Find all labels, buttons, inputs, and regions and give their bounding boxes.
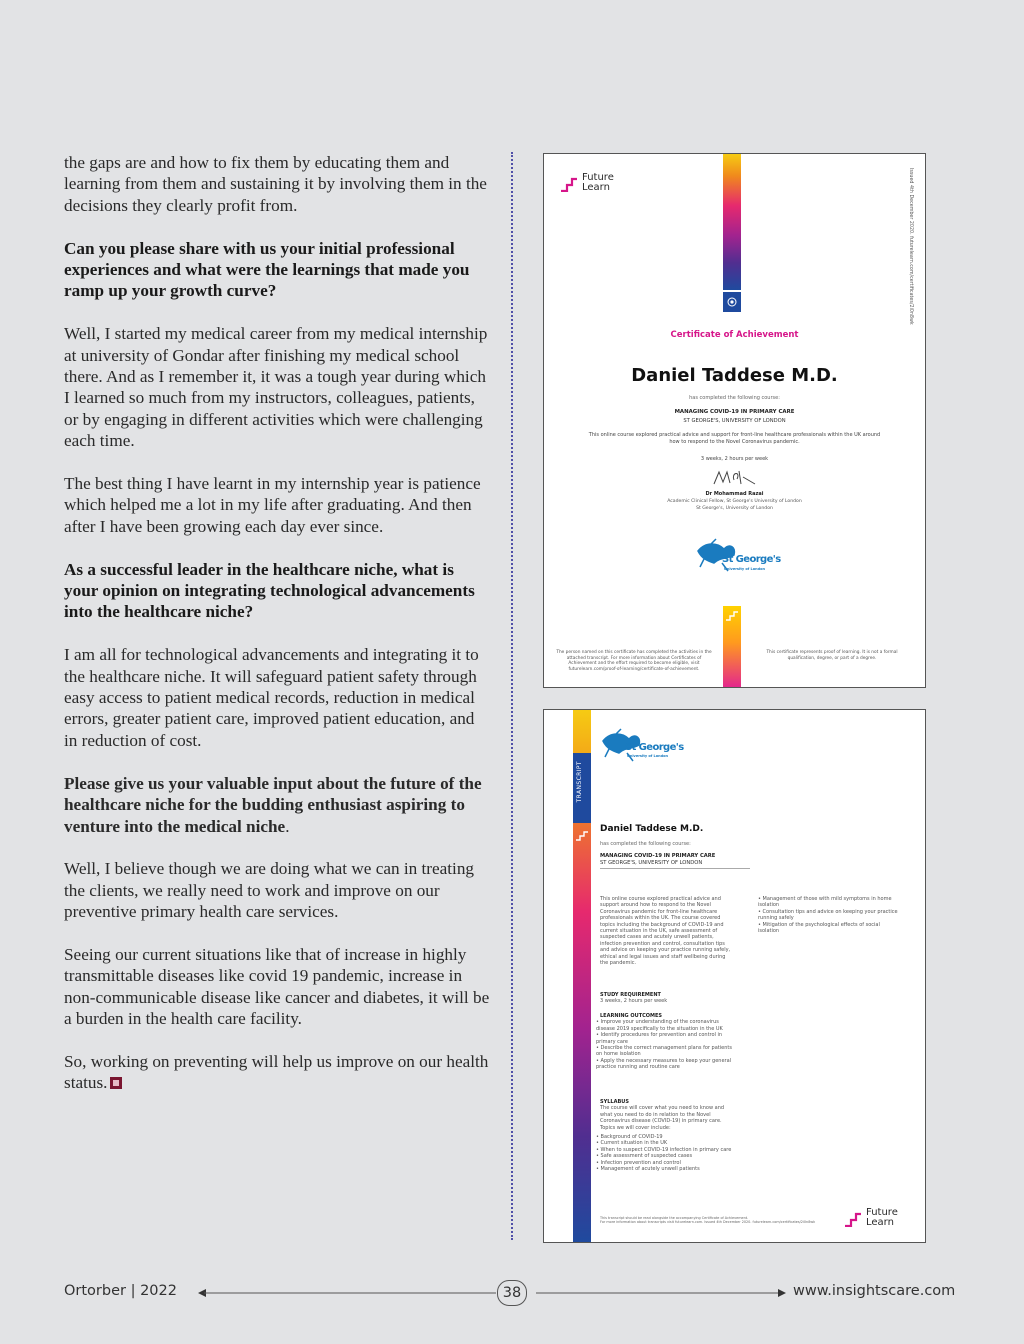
transcript-course: MANAGING COVID-19 IN PRIMARY CARE: [600, 853, 716, 859]
syllabus-section: [596, 1099, 736, 1172]
list-item: • Safe assessment of suspected cases: [596, 1153, 693, 1160]
list-item: • Describe the correct management plans for patients on home isolation: [596, 1045, 732, 1058]
signature-image: [711, 467, 761, 489]
study-requirement: 3 weeks, 2 hours per week: [600, 998, 668, 1005]
course-duration: 3 weeks, 2 hours per week: [700, 456, 769, 462]
syllabus-list: [596, 1134, 736, 1172]
column-divider: [511, 152, 513, 1240]
list-item: • When to suspect COVID-19 infection in primary care: [596, 1146, 732, 1153]
interview-question: As a successful leader in the healthcare niche, what is your opinion on integrating technological advancements into the healthcare niche?: [64, 559, 475, 622]
transcript-description: This online course explored practical advice and support around how to respond to the Novel Coronavirus pandemic for front-line healthcare professionals within the UK. The course covered topics including the background of COVID-19 and current situation in the UK, safe assessment of suspected cases and acutely unwell patients, infection prevention and control, consultation tips and advice on keeping your practice running safely, ethical and legal issues and staff wellbeing during the pandemic.: [600, 896, 731, 967]
transcript-completed-text: has completed the following course:: [600, 841, 691, 847]
certificate-side-text: Issued 4th December 2020. futurelearn.com/certificates/2i0n8wk: [908, 168, 913, 325]
arrow-right-icon: [536, 1288, 788, 1298]
question-tail: .: [285, 816, 290, 836]
list-item: • Improve your understanding of the coronavirus disease 2019 specifically to the situation in the UK: [596, 1019, 723, 1032]
certificate-gradient-band: [723, 154, 741, 290]
transcript-name: Daniel Taddese M.D.: [600, 824, 704, 834]
section-title: LEARNING OUTCOMES: [600, 1013, 663, 1019]
article-paragraph: So, working on preventing will help us improve on our health status.: [64, 1051, 489, 1093]
list-item: • Mitigation of the psychological effects of social isolation: [758, 921, 880, 935]
transcript-university: ST GEORGE'S, UNIVERSITY OF LONDON: [600, 860, 703, 866]
article-body: [64, 152, 492, 1115]
website-url: www.insightscare.com: [793, 1283, 956, 1299]
list-item: • Background of COVID-19: [596, 1134, 663, 1141]
syllabus-intro: The course will cover what you need to know and what you need to do in relation to the Novel Coronavirus disease (COVID-19) in primary care. Topics we will cover include:: [600, 1105, 725, 1131]
article-paragraph: the gaps are and how to fix them by educating them and learning from them and sustaining it by involving them in the decisions they clearly profit from.: [64, 153, 487, 215]
st-georges-logo: [694, 537, 781, 577]
steps-icon: [725, 609, 739, 621]
article-paragraph: Well, I started my medical career from my medical internship at university of Gondar after finishing my medical school there. And as I remember it, it was a tough year during which I learned so much from my instructors, colleagues, patients, or by engaging in different activities which were challenging each time.: [64, 324, 488, 451]
signatory-name: Dr Mohammad Razai: [705, 491, 764, 497]
list-item: • Infection prevention and control: [596, 1159, 681, 1166]
certificate-of-achievement: [543, 153, 926, 688]
list-item: • Management of those with mild symptoms in home isolation: [758, 896, 892, 909]
interview-question: Can you please share with us your initial professional experiences and what were the learnings that made you ramp up your growth curve?: [64, 238, 470, 301]
futurelearn-mark-icon: [844, 1211, 862, 1227]
list-item: • Consultation tips and advice on keeping your practice running safely: [758, 908, 898, 922]
certificate-footer-right: This certificate represents proof of learning. It is not a formal qualification, degree, or part of a degree.: [766, 650, 898, 661]
transcript-footnote: [600, 1216, 840, 1225]
list-item: • Management of acutely unwell patients: [596, 1166, 700, 1173]
section-title: STUDY REQUIREMENT: [600, 992, 661, 998]
article-paragraph: Seeing our current situations like that of increase in highly transmittable diseases like covid 19 pandemic, increase in non-communicable disease like cancer and diabetes, it will be a burden in the health care facility.: [64, 944, 490, 1029]
st-georges-logo: [599, 727, 684, 767]
page-footer: [0, 1280, 1024, 1306]
list-item: • Current situation in the UK: [596, 1140, 668, 1147]
footnote-line: This transcript should be read alongside the accompanying Certificate of Achievement.: [600, 1216, 749, 1220]
futurelearn-logo: [560, 173, 614, 193]
study-requirement-section: [600, 992, 735, 1005]
interview-question: Please give us your valuable input about the future of the healthcare niche for the budding enthusiast aspiring to venture into the medical niche: [64, 773, 482, 836]
article-paragraph: I am all for technological advancements and integrating it to the healthcare niche. It will safeguard patient safety through easy access to patient medical records, reduction in medical errors, greater patient care, improved patient education, and in reduction of cost.: [64, 645, 479, 750]
article-final-paragraph: [64, 1051, 492, 1094]
steps-icon: [575, 829, 589, 841]
course-description: This online course explored practical advice and support for front-line healthcare professionals within the UK around how to respond to the Novel Coronavirus pandemic.: [588, 432, 881, 446]
certificate-heading: Certificate of Achievement: [670, 330, 799, 340]
interview-question-wrapper: [64, 773, 492, 837]
transcript-underline: [600, 868, 750, 869]
issue-date: Ortorber | 2022: [64, 1283, 177, 1299]
list-item: • Apply the necessary measures to keep your general practice running and routine care: [596, 1057, 732, 1071]
futurelearn-mark-icon: [560, 176, 578, 192]
footnote-line: For more information about transcripts visit futurelearn.com. Issued 4th December 2020. futurelearn.com/certificates/2i0n8wk: [600, 1220, 816, 1225]
transcript-right-bullets: [758, 896, 898, 934]
ribbon-seal-icon: [723, 292, 741, 312]
list-item: • Identify procedures for prevention and control in primary care: [596, 1032, 723, 1045]
learning-outcomes-section: [596, 1013, 736, 1071]
transcript-tab-label: TRANSCRIPT: [576, 761, 583, 803]
logo-line2: Learn: [582, 182, 610, 193]
signatory-title: Academic Clinical Fellow, St George's University of London: [667, 499, 802, 504]
arrow-left-icon: [196, 1288, 496, 1298]
futurelearn-logo: [844, 1208, 898, 1228]
course-title: MANAGING COVID-19 IN PRIMARY CARE: [674, 409, 795, 415]
university-name: ST GEORGE'S, UNIVERSITY OF LONDON: [683, 418, 786, 424]
sg-logo-sub: University of London: [724, 567, 766, 571]
outcomes-list: [596, 1019, 736, 1070]
page-number: 38: [502, 1285, 522, 1301]
transcript-tab: [573, 753, 591, 823]
logo-line1: Future: [582, 172, 614, 183]
completed-text: has completed the following course:: [689, 395, 780, 401]
article-paragraph: Well, I believe though we are doing what we can in treating the clients, we really need to work and improve on our preventive primary health care services.: [64, 859, 475, 922]
sg-logo-name: St George's: [625, 742, 684, 753]
certificate-footer-left: The person named on this certificate has completed the activities in the attached transcript. For more information about Certificates of Achievement and the effort required to become eligible, visit futurelearn.com/proof-of-learning/certificate-of-achievement.: [556, 650, 712, 672]
sg-logo-sub: University of London: [627, 754, 669, 758]
logo-line2: Learn: [866, 1217, 894, 1228]
end-mark-icon: [110, 1077, 122, 1089]
sg-logo-name: St George's: [722, 554, 781, 565]
logo-line1: Future: [866, 1207, 898, 1218]
signatory-org: St George's, University of London: [696, 506, 773, 511]
section-title: SYLLABUS: [600, 1099, 629, 1105]
page-number-badge: [497, 1280, 527, 1306]
course-transcript: [543, 709, 926, 1243]
recipient-name: Daniel Taddese M.D.: [631, 365, 838, 386]
article-paragraph: The best thing I have learnt in my internship year is patience which helped me a lot in my life after graduating. And then after I have been growing each day ever since.: [64, 474, 481, 536]
